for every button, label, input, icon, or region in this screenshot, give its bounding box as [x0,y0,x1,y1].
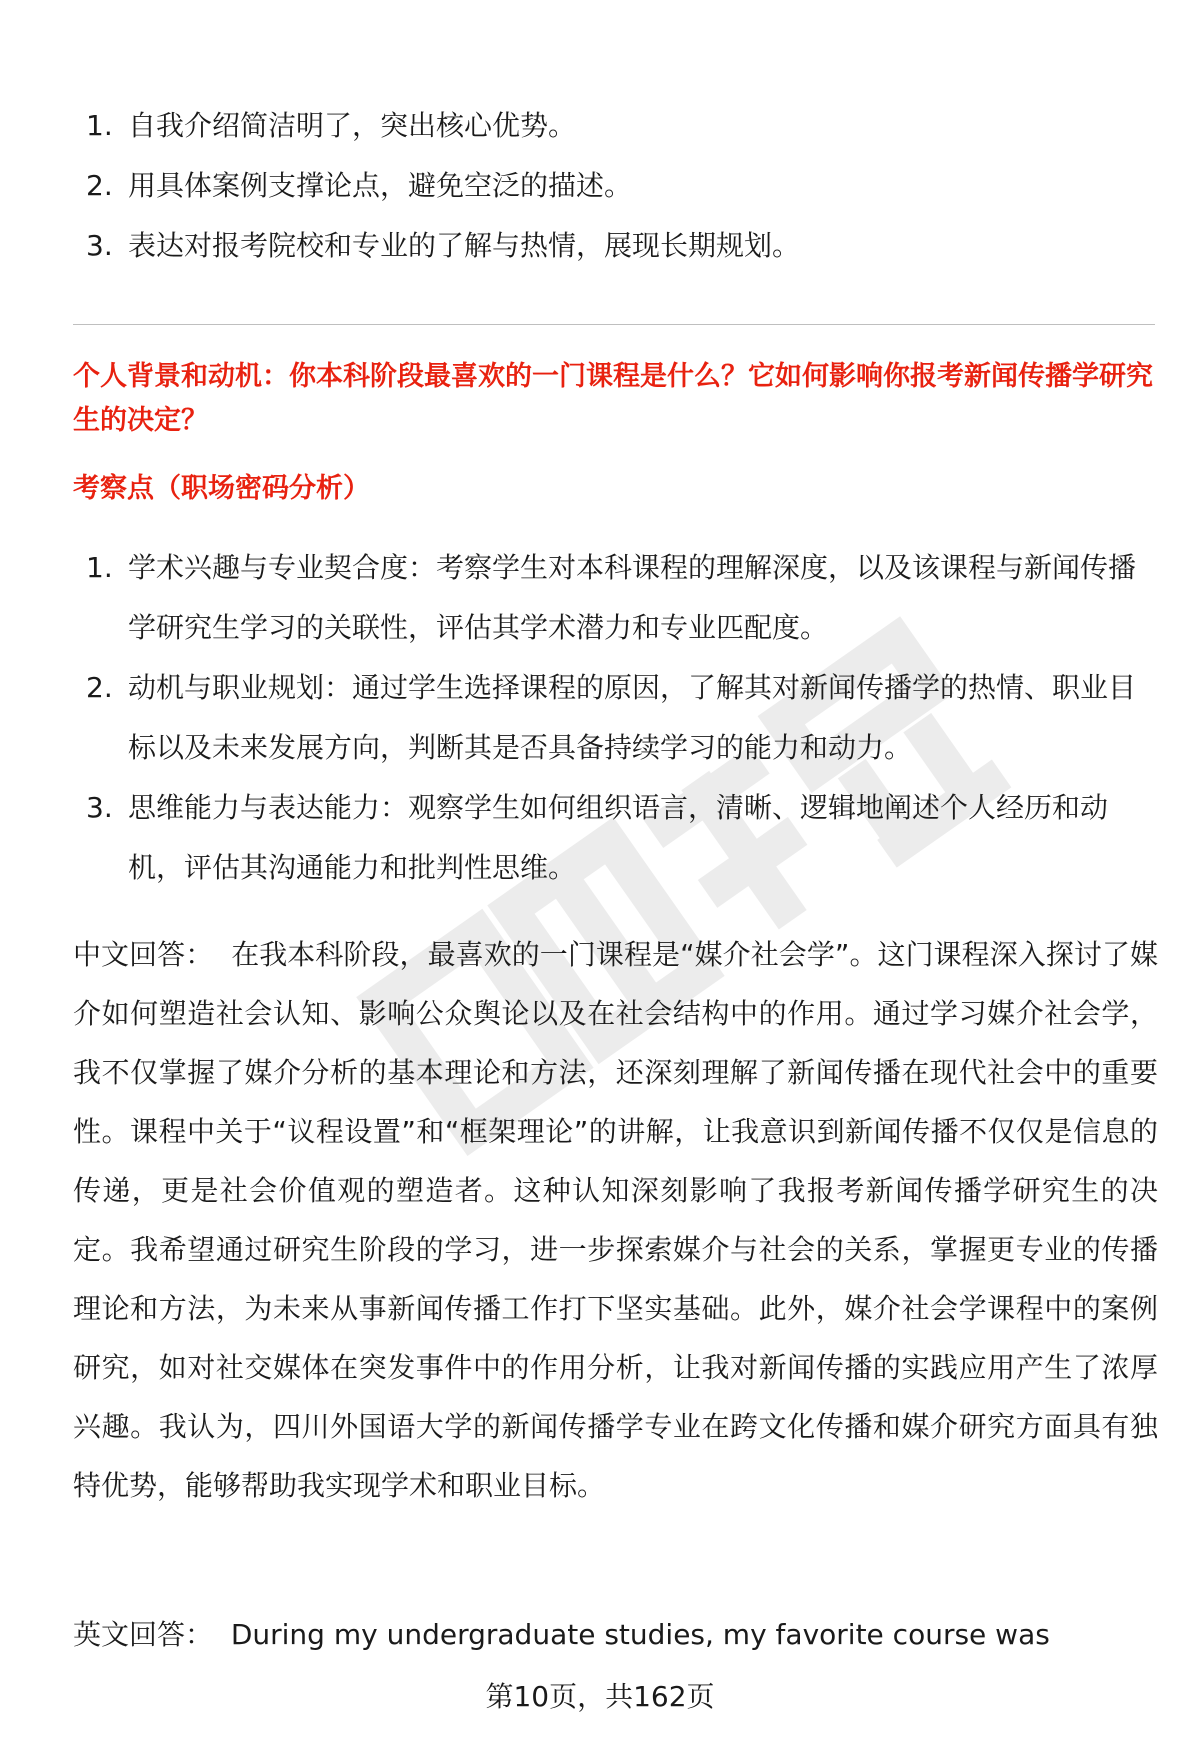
interview-question: 个人背景和动机：你本科阶段最喜欢的一门课程是什么？它如何影响你报考新闻传播学研究生的决定？ [73,361,1153,436]
list-text: 思维能力与表达能力：观察学生如何组织语言，清晰、逻辑地阐述个人经历和动机，评估其沟通能力和批判性思维。 [128,791,1109,884]
list-item [76,156,1136,216]
list-number: 1. [86,551,113,584]
list-item [76,96,1136,156]
intro-tips-list [76,96,1136,276]
list-item [76,778,1136,898]
chinese-answer [73,925,1158,1515]
list-text: 动机与职业规划：通过学生选择课程的原因，了解其对新闻传播学的热情、职业目标以及未来发展方向，判断其是否具备持续学习的能力和动力。 [128,671,1137,764]
list-item [76,538,1136,658]
page-number: 第10页，共162页 [485,1680,715,1713]
exam-point-heading: 考察点（职场密码分析） [73,473,370,504]
list-number: 3. [86,229,113,262]
list-text: 学术兴趣与专业契合度：考察学生对本科课程的理解深度，以及该课程与新闻传播学研究生学习的关联性，评估其学术潜力和专业匹配度。 [128,551,1137,644]
list-number: 2. [86,169,113,202]
english-answer-label: 英文回答： [73,1618,214,1651]
list-text: 自我介绍简洁明了，突出核心优势。 [128,109,577,142]
list-text: 用具体案例支撑论点，避免空泛的描述。 [128,169,633,202]
chinese-answer-text: 在我本科阶段，最喜欢的一门课程是“媒介社会学”。这门课程深入探讨了媒介如何塑造社会认知、影响公众舆论以及在社会结构中的作用。通过学习媒介社会学，我不仅掌握了媒介分析的基本理论和方法，还深刻理解了新闻传播在现代社会中的重要性。课程中关于“议程设置”和“框架理论”的讲解，让我意识到新闻传播不仅仅是信息的传递，更是社会价值观的塑造者。这种认知深刻影响了我报考新闻传播学研究生的决定。我希望通过研究生阶段的学习，进一步探索媒介与社会的关系，掌握更专业的传播理论和方法，为未来从事新闻传播工作打下坚实基础。此外，媒介社会学课程中的案例研究，如对社交媒体在突发事件中的作用分析，让我对新闻传播的实践应用产生了浓厚兴趣。我认为，四川外国语大学的新闻传播学专业在跨文化传播和媒介研究方面具有独特优势，能够帮助我实现学术和职业目标。 [73,938,1158,1502]
list-item [76,658,1136,778]
list-number: 3. [86,791,113,824]
list-item [76,216,1136,276]
exam-points-list [76,538,1136,898]
section-divider [73,324,1155,325]
list-number: 2. [86,671,113,704]
list-text: 表达对报考院校和专业的了解与热情，展现长期规划。 [128,229,801,262]
english-answer-text: During my undergraduate studies, my favorite course was [230,1618,1050,1651]
list-number: 1. [86,109,113,142]
chinese-answer-label: 中文回答： [73,938,214,971]
english-answer [73,1610,1158,1660]
